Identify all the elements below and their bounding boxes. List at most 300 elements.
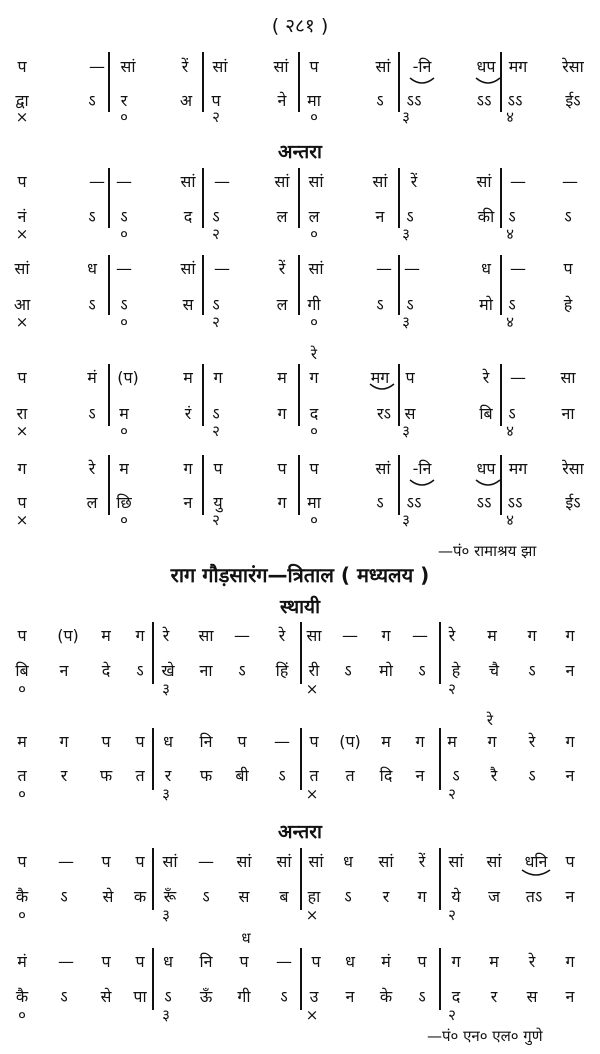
bol: ऽ — [120, 295, 128, 314]
bol: ऽऽ — [507, 493, 523, 512]
bol: द — [309, 404, 319, 423]
swara: ग — [487, 732, 497, 751]
bol: ऽ — [344, 887, 352, 906]
section-heading-sthayi: स्थायी — [279, 596, 320, 618]
bol: ऽ — [88, 207, 96, 226]
taal-mark: २ — [212, 313, 220, 331]
bol: उ — [309, 987, 319, 1006]
swara: — — [342, 626, 358, 645]
swara: प — [417, 952, 427, 971]
bol: ऽऽ — [507, 91, 523, 110]
taal-mark: ३ — [402, 225, 410, 243]
bol: न — [565, 987, 575, 1006]
bol: र — [120, 91, 128, 110]
upper-note: ध — [241, 929, 251, 947]
taal-mark: × — [15, 422, 29, 440]
taal-mark: २ — [448, 680, 456, 698]
bol: प — [17, 493, 27, 512]
swara: ग — [451, 952, 461, 971]
taal-mark: ४ — [506, 108, 514, 126]
swara: रें — [278, 259, 286, 278]
composer-credit: —पं० एन० एल० गुणे — [427, 1027, 543, 1045]
swara: — — [89, 57, 105, 76]
bol: न — [565, 766, 575, 785]
bol: ऽ — [88, 404, 96, 423]
swara: रें — [181, 57, 189, 76]
swara: रे — [528, 952, 536, 971]
swara: — — [214, 259, 230, 278]
taal-mark: ४ — [506, 511, 514, 529]
bol: ग — [277, 493, 287, 512]
swara: नि — [199, 732, 213, 751]
swara: रे — [278, 626, 286, 645]
bol: ऽ — [376, 493, 384, 512]
bol: बी — [235, 766, 249, 785]
bol: से — [100, 987, 112, 1006]
swara: प — [135, 732, 145, 751]
swara: प — [565, 852, 575, 871]
bol: रऽ — [376, 404, 392, 423]
bol: ऽ — [508, 207, 516, 226]
bol: ऽ — [406, 207, 414, 226]
bol: ऽ — [528, 661, 536, 680]
bol: हे — [563, 295, 573, 314]
bol: ऽऽ — [476, 493, 492, 512]
swara: रे — [482, 368, 490, 387]
bol: ऽ — [60, 987, 68, 1006]
section-heading-antara-2: अन्तरा — [278, 821, 322, 843]
taal-mark: ४ — [506, 225, 514, 243]
taal-mark: २ — [212, 511, 220, 529]
bol: स — [182, 295, 194, 314]
bol: क — [133, 887, 147, 906]
bol: ईऽ — [565, 493, 581, 512]
bol: चै — [488, 661, 500, 680]
swara: धनि — [524, 852, 548, 871]
swara: — — [510, 368, 526, 387]
swara: ग — [565, 732, 575, 751]
swara: (प) — [117, 368, 139, 387]
swara: ग — [565, 952, 575, 971]
upper-note: रे — [486, 711, 494, 729]
bol: ऽ — [88, 91, 96, 110]
bol: ऽ — [418, 987, 426, 1006]
swara: ध — [163, 952, 173, 971]
swara: सां — [120, 57, 136, 76]
bol: स — [526, 987, 538, 1006]
bol: ना — [199, 661, 213, 680]
bol: ऊँ — [199, 987, 213, 1006]
taal-mark: २ — [448, 1006, 456, 1024]
taal-mark: × — [15, 511, 29, 529]
taal-mark: × — [15, 225, 29, 243]
bol: के — [379, 987, 393, 1006]
bol: हा — [307, 887, 321, 906]
bol: बि — [15, 661, 29, 680]
swara: ध — [345, 952, 355, 971]
swara: प — [101, 732, 111, 751]
swara: — — [510, 172, 526, 191]
taal-mark: ० — [310, 313, 318, 331]
swara: प — [405, 368, 415, 387]
bol: न — [375, 207, 385, 226]
swara: सां — [486, 852, 502, 871]
swara: सा — [560, 368, 576, 387]
bol: ऽ — [212, 295, 220, 314]
swara: ग — [135, 626, 145, 645]
taal-mark: ३ — [402, 108, 410, 126]
bol: त — [17, 766, 27, 785]
bol: ऽ — [508, 295, 516, 314]
swara: रेसा — [562, 57, 584, 76]
swara: धप — [476, 459, 496, 478]
swara: ग — [183, 459, 193, 478]
swara: ग — [309, 368, 319, 387]
bol: फ — [199, 766, 213, 785]
bol: र — [382, 887, 390, 906]
bol: ऽ — [376, 295, 384, 314]
swara: प — [563, 259, 573, 278]
swara: ध — [163, 732, 173, 751]
taal-mark: × — [15, 108, 29, 126]
swara: सां — [476, 172, 492, 191]
bol: अ — [179, 91, 193, 110]
bol: न — [415, 766, 425, 785]
taal-mark: ० — [120, 108, 128, 126]
bol: से — [102, 887, 114, 906]
swara: सां — [212, 57, 228, 76]
bol: दि — [379, 766, 393, 785]
bol: न — [345, 987, 355, 1006]
swara: ग — [381, 626, 391, 645]
bol: ऽ — [406, 295, 414, 314]
taal-mark: × — [305, 906, 319, 924]
bol: ब — [279, 887, 289, 906]
bol: ल — [86, 493, 98, 512]
bol: द्वा — [15, 91, 29, 110]
section-heading-antara: अन्तरा — [278, 141, 322, 163]
swara: रे — [88, 459, 96, 478]
bol: हे — [451, 661, 461, 680]
bol: ऽ — [280, 987, 288, 1006]
bol: गी — [307, 295, 321, 314]
bol: द — [183, 207, 193, 226]
swara: प — [309, 57, 319, 76]
swara: (प) — [57, 626, 79, 645]
swara: म — [447, 732, 457, 751]
bol: न — [59, 661, 69, 680]
bol: स — [404, 404, 416, 423]
swara: सां — [14, 259, 30, 278]
bol: ऽ — [344, 661, 352, 680]
swara: ग — [527, 626, 537, 645]
swara: म — [183, 368, 193, 387]
swara: रे — [528, 732, 536, 751]
taal-mark: ० — [18, 680, 26, 698]
taal-mark: ० — [310, 422, 318, 440]
page-number: ( २८१ ) — [271, 15, 329, 37]
swara: प — [17, 626, 27, 645]
swara: प — [239, 952, 249, 971]
swara: प — [309, 732, 319, 751]
bol: र — [164, 766, 172, 785]
taal-mark: ० — [310, 511, 318, 529]
bol: मो — [379, 661, 393, 680]
bol: री — [308, 661, 320, 680]
bol: ऽ — [238, 661, 246, 680]
bol: ऽ — [212, 404, 220, 423]
swara: रें — [418, 852, 426, 871]
bol: की — [477, 207, 495, 226]
swara: ध — [481, 259, 491, 278]
bol: ऽ — [164, 987, 172, 1006]
taal-mark: २ — [212, 225, 220, 243]
taal-mark: ० — [18, 785, 26, 803]
taal-mark: ३ — [402, 422, 410, 440]
bol: ऽऽ — [406, 91, 422, 110]
swara: — — [89, 172, 105, 191]
bol: न — [565, 661, 575, 680]
taal-mark: × — [305, 785, 319, 803]
bol: ऽ — [88, 295, 96, 314]
bol: प — [211, 91, 221, 110]
swara: म — [277, 368, 287, 387]
swara: प — [213, 459, 223, 478]
swara: सां — [375, 57, 391, 76]
taal-mark: ० — [120, 511, 128, 529]
bol: ऽ — [564, 207, 572, 226]
upper-note: रे — [310, 345, 318, 363]
swara: प — [101, 952, 111, 971]
swara: (प) — [339, 732, 361, 751]
taal-mark: ४ — [506, 422, 514, 440]
swara: प — [101, 852, 111, 871]
bol: ल — [308, 207, 320, 226]
taal-mark: ४ — [506, 313, 514, 331]
bol: मा — [307, 493, 321, 512]
swara: — — [116, 172, 132, 191]
bol: र — [60, 766, 68, 785]
swara: सां — [372, 172, 388, 191]
taal-mark: ३ — [402, 313, 410, 331]
bol: ल — [276, 295, 288, 314]
bol: ऽ — [452, 766, 460, 785]
bol: र — [490, 987, 498, 1006]
swara: -नि — [412, 57, 432, 76]
swara: प — [135, 952, 145, 971]
taal-mark: ० — [310, 108, 318, 126]
bol: न — [565, 887, 575, 906]
swara: — — [116, 259, 132, 278]
bol: रं — [184, 404, 192, 423]
bol: फ — [99, 766, 113, 785]
swara: — — [412, 626, 428, 645]
bol: ज — [488, 887, 500, 906]
swara: प — [237, 732, 247, 751]
swara: म — [489, 952, 499, 971]
bol: त — [345, 766, 355, 785]
bol: म — [119, 404, 129, 423]
swara: सां — [308, 172, 324, 191]
bol: मा — [307, 91, 321, 110]
swara: -नि — [412, 459, 432, 478]
swara: म — [119, 459, 129, 478]
swara: प — [277, 459, 287, 478]
taal-mark: २ — [212, 422, 220, 440]
taal-mark: २ — [448, 906, 456, 924]
swara: ध — [87, 259, 97, 278]
bol: गी — [237, 987, 251, 1006]
swara: — — [198, 852, 214, 871]
taal-mark: × — [15, 313, 29, 331]
swara: सां — [273, 57, 289, 76]
bol: ऽ — [508, 404, 516, 423]
bol: ऽ — [202, 887, 210, 906]
bol: रै — [490, 766, 498, 785]
bol: स — [238, 887, 250, 906]
swara: रे — [448, 626, 456, 645]
swara: सां — [276, 852, 292, 871]
bol: छि — [116, 493, 132, 512]
taal-mark: ३ — [162, 785, 170, 803]
swara: — — [58, 952, 74, 971]
swara: सां — [180, 259, 196, 278]
swara: प — [311, 952, 321, 971]
bol: यु — [213, 493, 223, 512]
swara: प — [17, 57, 27, 76]
swara: — — [562, 172, 578, 191]
swara: ध — [343, 852, 353, 871]
swara: — — [58, 852, 74, 871]
bol: कै — [15, 987, 29, 1006]
taal-mark: ० — [120, 225, 128, 243]
bol: आ — [13, 295, 31, 314]
swara: प — [17, 172, 27, 191]
taal-mark: × — [305, 1006, 319, 1024]
taal-mark: २ — [448, 785, 456, 803]
swara: — — [376, 259, 392, 278]
swara: सा — [306, 626, 322, 645]
bol: पा — [133, 987, 147, 1006]
taal-mark: ० — [18, 1006, 26, 1024]
swara: ग — [565, 626, 575, 645]
swara: मग — [508, 459, 528, 478]
swara: म — [101, 626, 111, 645]
swara: धप — [476, 57, 496, 76]
swara: सां — [378, 852, 394, 871]
raag-title: राग गौड़सारंग—त्रिताल ( मध्यलय ) — [170, 563, 430, 587]
swara: म — [17, 732, 27, 751]
taal-mark: ० — [120, 422, 128, 440]
bol: ने — [277, 91, 287, 110]
composer-credit: —पं० रामाश्रय झा — [438, 542, 537, 560]
swara: सां — [274, 172, 290, 191]
bol: त — [135, 766, 145, 785]
bol: ऽऽ — [406, 493, 422, 512]
bol: हिं — [275, 661, 289, 680]
taal-mark: ३ — [402, 511, 410, 529]
swara: मं — [87, 368, 97, 387]
bol: ऽ — [278, 766, 286, 785]
bol: त — [309, 766, 319, 785]
bol: ऽ — [136, 661, 144, 680]
swara: सां — [236, 852, 252, 871]
bol: खे — [161, 661, 175, 680]
taal-mark: ० — [310, 225, 318, 243]
bol: ऽ — [212, 207, 220, 226]
bol: ऽ — [120, 207, 128, 226]
swara: रें — [410, 172, 418, 191]
taal-mark: × — [305, 680, 319, 698]
swara: — — [276, 952, 292, 971]
bol: बि — [479, 404, 493, 423]
taal-mark: ३ — [162, 1006, 170, 1024]
taal-mark: ३ — [162, 906, 170, 924]
swara: प — [17, 852, 27, 871]
swara: सां — [162, 852, 178, 871]
bol: तऽ — [525, 887, 543, 906]
swara: सा — [198, 626, 214, 645]
taal-mark: ३ — [162, 680, 170, 698]
swara: सां — [308, 852, 324, 871]
bol: न — [183, 493, 193, 512]
swara: रेसा — [562, 459, 584, 478]
bol: ऽ — [60, 887, 68, 906]
swara: — — [510, 259, 526, 278]
swara: ग — [213, 368, 223, 387]
taal-mark: २ — [212, 108, 220, 126]
swara: सां — [180, 172, 196, 191]
bol: ग — [277, 404, 287, 423]
swara: ग — [59, 732, 69, 751]
swara: — — [214, 172, 230, 191]
bol: रा — [16, 404, 28, 423]
bol: ये — [451, 887, 461, 906]
swara: सां — [448, 852, 464, 871]
bol: ईऽ — [565, 91, 581, 110]
swara: सां — [375, 459, 391, 478]
bol: ऽ — [418, 661, 426, 680]
swara: रे — [162, 626, 170, 645]
swara: मं — [381, 952, 391, 971]
swara: म — [381, 732, 391, 751]
bol: दे — [101, 661, 111, 680]
swara: ग — [415, 732, 425, 751]
swara: नि — [199, 952, 213, 971]
bol: मो — [479, 295, 493, 314]
swara: मग — [508, 57, 528, 76]
swara: — — [404, 259, 420, 278]
swara: — — [234, 626, 250, 645]
bol: कै — [15, 887, 29, 906]
bol: ल — [276, 207, 288, 226]
bol: ऽ — [376, 91, 384, 110]
bol: द — [451, 987, 461, 1006]
swara: मग — [370, 368, 390, 387]
swara: मं — [17, 952, 27, 971]
bol: रूँ — [163, 887, 177, 906]
swara: म — [487, 626, 497, 645]
bol: ऽऽ — [476, 91, 492, 110]
swara: ग — [17, 459, 27, 478]
swara: — — [274, 732, 290, 751]
bol: ऽ — [528, 766, 536, 785]
swara: प — [17, 368, 27, 387]
swara: प — [309, 459, 319, 478]
taal-mark: ० — [18, 906, 26, 924]
swara: सां — [308, 259, 324, 278]
bol: नं — [17, 207, 27, 226]
